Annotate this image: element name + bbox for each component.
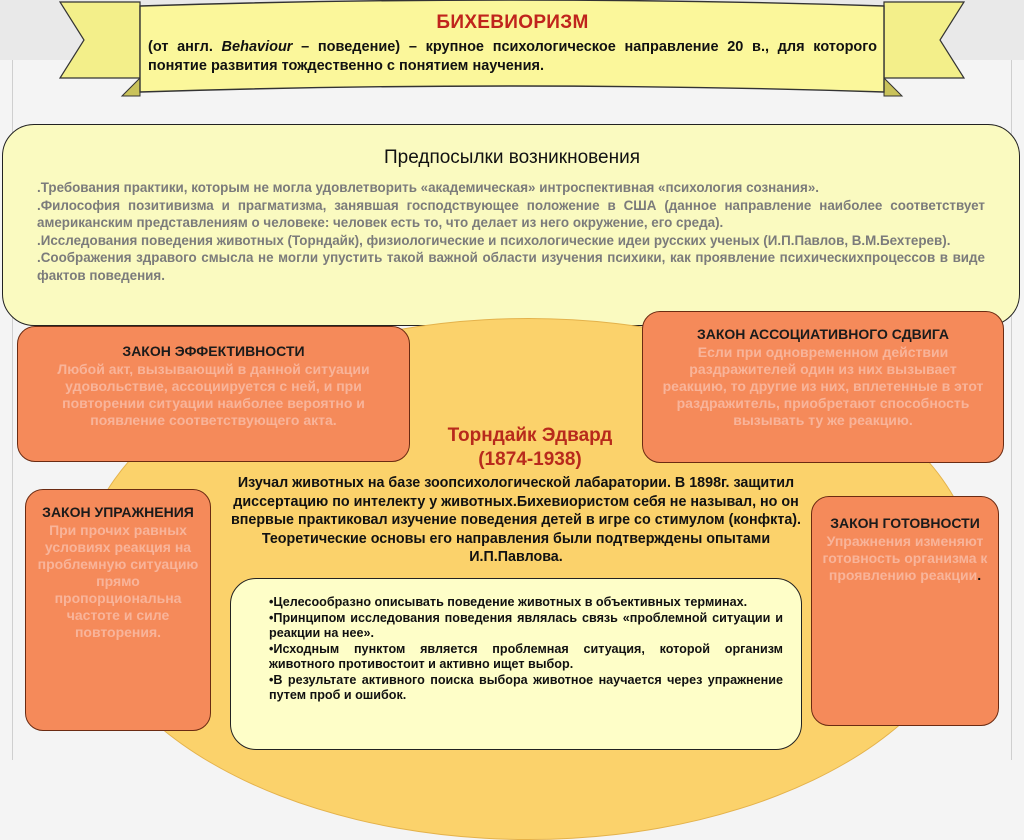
law-effect-box [17,326,410,462]
banner-term: Behaviour [221,39,293,55]
law-effect-text: Любой акт, вызывающий в данной ситуации удовольствие, ассоциируется с ней, и при повторении ситуации наиболее вероятно и появление соответствующего акта. [57,361,370,428]
prerequisite-item: .Исследования поведения животных (Торндайк), физиологические и психологические идеи русских ученых (И.П.Павлов, В.М.Бехтерев). [37,232,951,248]
law-exercise-title: ЗАКОН УПРАЖНЕНИЯ [42,504,194,520]
law-readiness-text [822,533,988,584]
law-associative-shift-text: Если при одновременном действии раздражителей один из них вызывает реакцию, то другие из них, вплетенные в этот раздражитель, приобретают способность вызывать ту же реакцию. [662,344,984,428]
person-years: (1874-1938) [478,449,582,470]
prerequisites-title: Предпосылки возникновения [383,147,641,168]
law-readiness-box [811,496,999,726]
principle-item: •Принципом исследования поведения являлась связь «проблемной ситуации и реакции на нее». [269,610,783,640]
prerequisite-item: .Требования практики, которым не могла удовлетворить «академическая» интроспективная «психология сознания». [37,180,820,195]
prerequisites-panel [2,124,1020,326]
law-exercise-text: При прочих равных условиях реакция на проблемную ситуацию прямо пропорциональна частоте и силе повторения. [37,522,199,640]
person-bio: Изучал животных на базе зоопсихологической лабаратории. В 1898г. защитил диссертацию по интелекту у животных.Бихевиористом себя не называл, но он впервые практиковал изучение поведения детей в игре со стимулом (конфкта). Теоретические основы его направления были подтверждены опытами И.П.Павлова. [230,475,802,565]
banner-title: БИХЕВИОРИЗМ [436,12,589,33]
person-name: Торндайк Эдвард [447,425,613,446]
law-readiness-title: ЗАКОН ГОТОВНОСТИ [830,515,980,531]
banner-definition [140,34,885,76]
principle-item: •В результате активного поиска выбора животное научается через упражнение путем проб и ошибок. [269,672,783,702]
banner-text-prefix: (от англ. [148,39,222,55]
principle-item: •Исходным пунктом является проблемная ситуация, которой организм животного противостоит и активно ищет выбор. [269,641,783,671]
prerequisite-item: .Философия позитивизма и прагматизма, занявшая господствующее положение в США (данное направление наиболее соответствует американским представлениям о человеке: человек есть то, что делает из него окружение, его среда). [37,197,985,230]
banner-text-rest: – поведение) – крупное психологическое направление 20 в., для которого понятие развития тождественно с понятием научения. [148,39,877,74]
law-associative-shift-title: ЗАКОН АССОЦИАТИВНОГО СДВИГА [696,326,950,342]
law-exercise-box [25,489,211,731]
prerequisites-list [37,179,985,284]
law-readiness-tail: . [977,567,982,583]
law-associative-shift-box [642,311,1004,463]
principles-panel [230,578,802,750]
prerequisite-item: .Соображения здравого смысла не могли упустить такой важной области изучения психики, как проявление психическихпроцессов в виде фактов поведения. [37,250,985,283]
law-effect-title: ЗАКОН ЭФФЕКТИВНОСТИ [122,343,305,359]
person-heading [400,424,660,472]
principle-item: •Целесообразно описывать поведение животных в объективных терминах. [269,595,748,609]
law-readiness-body: Упражнения изменяют готовность организма к проявлению реакции [822,533,988,583]
banner [140,8,885,96]
